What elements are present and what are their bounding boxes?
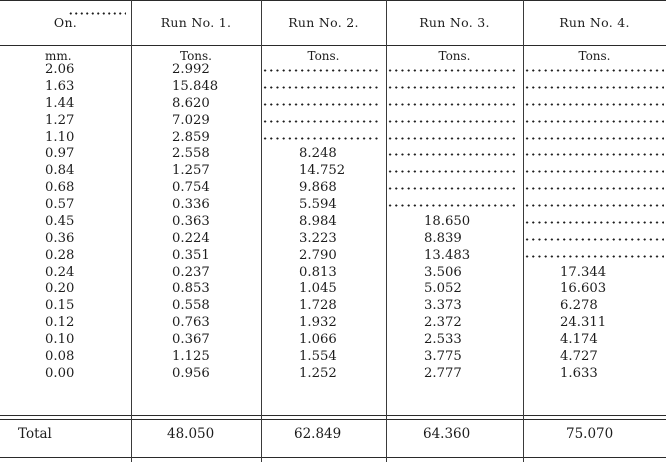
- leader-dots: [524, 170, 664, 173]
- table-row: [0, 62, 666, 79]
- size-cell: 0.20: [45, 281, 75, 297]
- run-3-cell: 5.052: [424, 281, 462, 297]
- run-3-cell: 3.373: [424, 298, 462, 314]
- table-row: [0, 248, 666, 265]
- total-label: Total: [18, 426, 52, 442]
- table-row: [0, 163, 666, 180]
- total-run-1: 48.050: [167, 426, 215, 442]
- table-row: [0, 366, 666, 383]
- run-1-cell: 2.859: [172, 129, 210, 145]
- leader-dots: [524, 103, 664, 106]
- run-3-cell: 2.372: [424, 315, 462, 331]
- header-rule: [0, 45, 666, 46]
- run-1-cell: 7.029: [172, 112, 210, 128]
- run-3-cell: 3.506: [424, 264, 462, 280]
- leader-dots: [387, 137, 515, 140]
- leader-dots: [262, 120, 380, 123]
- table-row: [0, 197, 666, 214]
- size-cell: 0.97: [45, 146, 75, 162]
- run-1-cell: 2.992: [172, 62, 210, 77]
- size-cell: 1.44: [45, 95, 75, 111]
- leader-dots: [262, 86, 380, 89]
- run-2-cell: 1.045: [299, 281, 337, 297]
- table-row: [0, 231, 666, 248]
- run-4-cell: 4.174: [560, 332, 598, 347]
- leader-dots: [524, 153, 664, 156]
- run-2-cell: 1.252: [299, 365, 337, 381]
- leader-dots: [387, 170, 515, 173]
- run-4-cell: 6.278: [560, 298, 598, 314]
- leader-dots: [524, 86, 664, 89]
- table-row: [0, 349, 666, 366]
- table-body: [0, 62, 666, 383]
- run-1-cell: 0.336: [172, 197, 210, 212]
- leader-dots: [524, 238, 664, 241]
- run-1-cell: 0.754: [172, 180, 210, 196]
- table-row: [0, 332, 666, 349]
- run-1-cell: 0.237: [172, 264, 210, 280]
- total-run-2: 62.849: [294, 426, 342, 442]
- table-row: [0, 113, 666, 130]
- run-3-cell: 8.839: [424, 230, 462, 246]
- leader-dots: [524, 255, 664, 258]
- leader-dots: [262, 137, 380, 140]
- run-1-cell: 0.224: [172, 230, 210, 246]
- run-2-cell: 3.223: [299, 230, 337, 246]
- leader-dots: [524, 187, 664, 190]
- run-2-cell: 1.554: [299, 348, 337, 364]
- total-rule-upper: [0, 415, 666, 416]
- run-3-cell: 2.777: [424, 365, 462, 381]
- run-4-cell: 17.344: [560, 264, 607, 280]
- table-row: [0, 265, 666, 282]
- run-2-cell: 2.790: [299, 247, 337, 263]
- size-cell: 0.84: [45, 163, 75, 179]
- size-cell: 2.06: [45, 62, 75, 77]
- run-4-cell: 1.633: [560, 365, 598, 381]
- unit-run-4: Tons.: [578, 49, 611, 63]
- leader-dots: [524, 137, 664, 140]
- total-run-3: 64.360: [423, 426, 471, 442]
- size-cell: 0.36: [45, 230, 75, 246]
- table-row: [0, 214, 666, 231]
- leader-dots: [387, 204, 515, 207]
- run-2-cell: 1.932: [299, 315, 337, 331]
- top-rule: [0, 0, 666, 1]
- run-4-cell: 16.603: [560, 281, 607, 297]
- header-run-1: Run No. 1.: [160, 15, 232, 30]
- run-1-cell: 8.620: [172, 95, 210, 111]
- size-cell: 1.27: [45, 112, 75, 128]
- size-cell: 0.24: [45, 264, 75, 280]
- unit-run-2: Tons.: [307, 49, 340, 63]
- size-cell: 0.12: [45, 315, 75, 331]
- run-2-cell: 1.728: [299, 298, 337, 314]
- leader-dots: [524, 120, 664, 123]
- table-row: [0, 130, 666, 147]
- run-2-cell: 5.594: [299, 197, 337, 212]
- run-1-cell: 0.351: [172, 247, 210, 263]
- table-row: [0, 146, 666, 163]
- run-2-cell: 8.984: [299, 213, 337, 229]
- unit-size: mm.: [45, 49, 72, 63]
- table-row: [0, 315, 666, 332]
- table-row: [0, 281, 666, 298]
- run-2-cell: 14.752: [299, 163, 346, 179]
- run-1-cell: 2.558: [172, 146, 210, 162]
- size-cell: 1.63: [45, 78, 75, 94]
- total-leader-dots: [68, 12, 126, 15]
- run-1-cell: 0.853: [172, 281, 210, 297]
- leader-dots: [387, 153, 515, 156]
- header-run-2: Run No. 2.: [288, 15, 359, 30]
- run-1-cell: 15.848: [172, 78, 219, 94]
- size-cell: 0.28: [45, 247, 75, 263]
- run-1-cell: 0.367: [172, 332, 210, 347]
- size-cell: 0.68: [45, 180, 75, 196]
- size-cell: 1.10: [45, 129, 75, 145]
- unit-run-1: Tons.: [180, 49, 212, 63]
- size-cell: 0.10: [45, 332, 75, 347]
- size-cell: 0.08: [45, 348, 75, 364]
- total-rule-lower: [0, 419, 666, 420]
- run-1-cell: 1.125: [172, 348, 210, 364]
- size-cell: 0.00: [45, 365, 75, 381]
- run-3-cell: 2.533: [424, 332, 462, 347]
- run-2-cell: 1.066: [299, 332, 337, 347]
- table-row: [0, 180, 666, 197]
- table-row: [0, 298, 666, 315]
- header-size: On.: [53, 15, 78, 30]
- bottom-rule: [0, 457, 666, 458]
- run-3-cell: 3.775: [424, 348, 462, 364]
- leader-dots: [387, 69, 515, 72]
- total-run-4: 75.070: [566, 426, 614, 442]
- leader-dots: [387, 120, 515, 123]
- run-1-cell: 0.363: [172, 213, 210, 229]
- leader-dots: [262, 69, 380, 72]
- header-run-4: Run No. 4.: [559, 15, 630, 30]
- run-3-cell: 13.483: [424, 247, 471, 263]
- leader-dots: [262, 103, 380, 106]
- leader-dots: [387, 187, 515, 190]
- run-2-cell: 0.813: [299, 264, 337, 280]
- leader-dots: [524, 221, 664, 224]
- run-1-cell: 0.956: [172, 365, 210, 381]
- leader-dots: [524, 204, 664, 207]
- leader-dots: [524, 69, 664, 72]
- leader-dots: [387, 103, 515, 106]
- run-1-cell: 1.257: [172, 163, 210, 179]
- unit-run-3: Tons.: [438, 49, 471, 63]
- leader-dots: [387, 86, 515, 89]
- size-cell: 0.15: [45, 298, 75, 314]
- header-run-3: Run No. 3.: [419, 15, 490, 30]
- run-1-cell: 0.763: [172, 315, 210, 331]
- table-row: [0, 96, 666, 113]
- run-2-cell: 8.248: [299, 146, 337, 162]
- run-4-cell: 4.727: [560, 348, 598, 364]
- size-cell: 0.45: [45, 213, 75, 229]
- run-3-cell: 18.650: [424, 213, 471, 229]
- size-cell: 0.57: [45, 197, 75, 212]
- run-1-cell: 0.558: [172, 298, 210, 314]
- table-row: [0, 79, 666, 96]
- run-4-cell: 24.311: [560, 315, 607, 331]
- run-2-cell: 9.868: [299, 180, 337, 196]
